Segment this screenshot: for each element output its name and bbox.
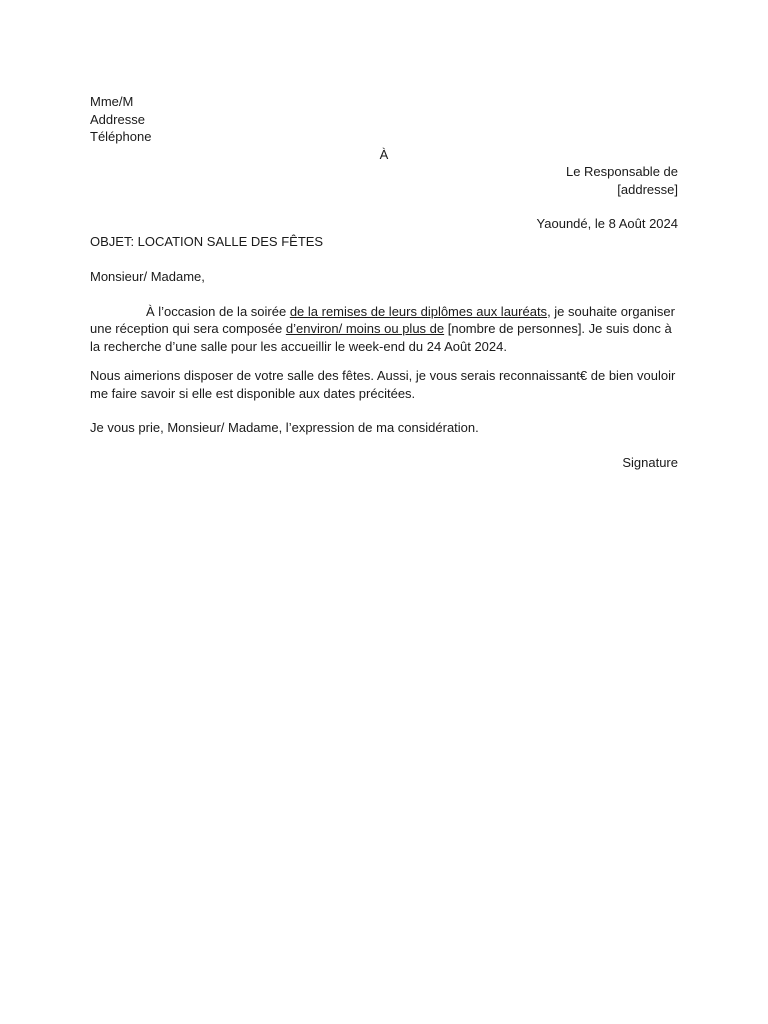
letter-subject: OBJET: LOCATION SALLE DES FÊTES — [90, 233, 324, 249]
sender-name: Mme/M — [90, 94, 134, 109]
to-marker: À — [379, 146, 389, 162]
recipient-line2: [addresse] — [617, 181, 678, 197]
paragraph-2: Nous aimerions disposer de votre salle des fêtes. Aussi, je vous serais reconnaissant€ de bien vouloir me faire savoir si elle est disponible aux dates précitées. — [90, 368, 676, 401]
paragraph-1-part3: [nombre de personnes]. Je suis donc à la recherche d’une salle pour les accueillir le week-end du 24 Août 2024. — [90, 321, 672, 354]
letter-date: Yaoundé, le 8 Août 2024 — [536, 216, 678, 231]
paragraph-1-part1: À l’occasion de la soirée — [146, 303, 290, 319]
paragraph-1-underline2: d’environ/ moins ou plus de — [285, 321, 445, 336]
recipient-line1: Le Responsable de — [565, 164, 678, 179]
paragraph-1-underline1: de la remises de leurs diplômes aux lauréats — [289, 303, 548, 319]
sender-address: Addresse — [90, 111, 145, 127]
paragraph-1 — [90, 303, 678, 356]
sender-block — [90, 93, 678, 146]
sender-phone: Téléphone — [90, 129, 152, 144]
signature: Signature — [622, 454, 678, 470]
closing-line: Je vous prie, Monsieur/ Madame, l’expression de ma considération. — [90, 420, 479, 435]
recipient-block — [90, 163, 678, 198]
salutation: Monsieur/ Madame, — [90, 269, 205, 284]
paragraph-1-part2: , je souhaite organiser une réception qui sera composée — [90, 303, 675, 336]
letter-body — [90, 93, 678, 471]
